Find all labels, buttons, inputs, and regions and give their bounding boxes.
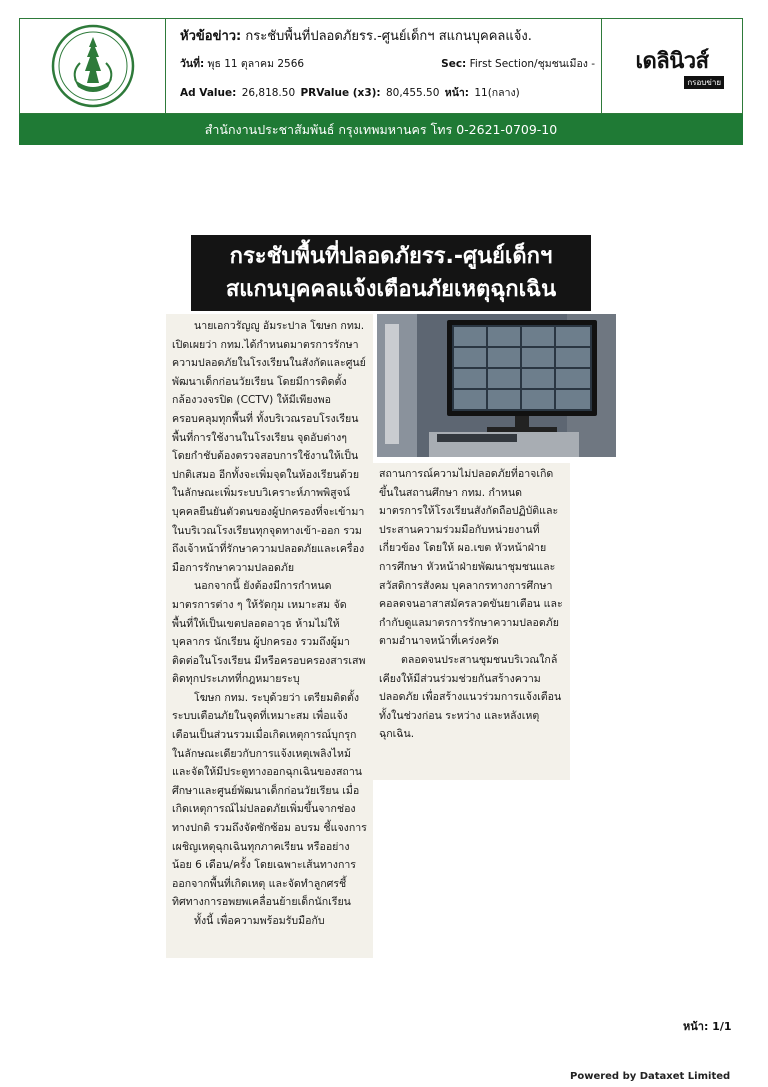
bangkok-seal-icon: [50, 23, 136, 109]
col2-paragraph-1: สถานการณ์ความไม่ปลอดภัยที่อาจเกิดขึ้นในสถานศึกษา กทม. กำหนดมาตรการให้โรงเรียนสังกัดถือปฏิบัติและประสานความร่วมมือกับหน่วยงานที่เกี่ยวข้อง โดยให้ ผอ.เขต หัวหน้าฝ่ายการศึกษา หัวหน้าฝ่ายพัฒนาชุมชนและสวัสดิการสังคม บุคลากรทางการศึกษา คอลดจนอาสาสมัครลวดขันยาเตือน และกำกับดูแลมาตรการรักษาความปลอดภัย ตามอำนาจหน้าที่เคร่งครัด: [379, 468, 563, 648]
clipping-header: [19, 18, 743, 114]
col2-paragraph-2: ตลอดจนประสานชุมชนบริเวณใกล้เคียงให้มีส่วนร่วมช่วยกันสร้างความปลอดภัย เพื่อสร้างแนวร่วมการแจ้งเตือนทั้งในช่วงก่อน ระหว่าง และหลังเหตุฉุกเฉิน.: [379, 653, 562, 741]
publication-cell: [602, 19, 742, 113]
publication-sub: กรอบข่าย: [684, 76, 724, 89]
article-title-line2: สแกนบุคคลแจ้งเตือนภัยเหตุฉุกเฉิน: [225, 277, 557, 302]
col1-paragraph-4: ทั้งนี้ เพื่อความพร้อมรับมือกับ: [194, 915, 325, 927]
section-value: First Section/ชุมชนเมือง -: [469, 58, 595, 70]
date-row: [180, 55, 601, 72]
article-column-1: [166, 314, 373, 958]
page-count: หน้า: 1/1: [683, 1020, 732, 1033]
headline-text: กระชับพื้นที่ปลอดภัยรร.-ศูนย์เด็กฯ สแกนบุคคลแจ้ง.: [245, 29, 532, 44]
publication-logo: เดลินิวส์: [635, 49, 709, 74]
headline-row: [180, 27, 601, 47]
col1-paragraph-3: โฆษก กทม. ระบุด้วยว่า เตรียมติดตั้งระบบเตือนภัยในจุดที่เหมาะสม เพื่อแจ้งเตือนเป็นส่วนรวมเมื่อเกิดเหตุการณ์บุกรุก ในลักษณะเดียวกับการแจ้งเหตุเพลิงไหม้ และจัดให้มีประตูทางออกฉุกเฉินของสถานศึกษาและศูนย์พัฒนาเด็กก่อนวัยเรียน เมื่อเกิดเหตุการณ์ไม่ปลอดภัยเพิ่มขึ้นจากช่องทางปกติ รวมถึงจัดซักซ้อม อบรม ชี้แจงการเผชิญเหตุฉุกเฉินทุกภาคเรียน หรืออย่างน้อย 6 เดือน/ครั้ง โดยเฉพาะเส้นทางการออกจากพื้นที่เกิดเหตุ และจัดทำลูกศรชี้ทิศทางการอพยพเคลื่อนย้ายเด็กนักเรียน: [172, 691, 367, 909]
value-row: [180, 84, 601, 101]
col1-paragraph-2: นอกจากนี้ ยังต้องมีการกำหนดมาตรการต่าง ๆ ให้รัดกุม เหมาะสม จัดพื้นที่ให้เป็นเขตปลอดอาวุธ ห้ามไม่ให้บุคลากร นักเรียน ผู้ปกครอง รวมถึงผู้มาติดต่อในโรงเรียน มีหรือครอบครองสารเสพติดทุกประเภทที่กฎหมายระบุ: [172, 580, 366, 686]
ad-value: 26,818.50: [241, 87, 296, 99]
article-column-2: [373, 463, 570, 780]
powered-by: Powered by Dataxet Limited: [570, 1071, 731, 1082]
page-value: 11(กลาง): [474, 87, 520, 99]
page-label: หน้า:: [444, 87, 469, 99]
info-cell: [166, 19, 602, 113]
col1-paragraph-1: นายเอกวรัญญู อัมระปาล โฆษก กทม. เปิดเผยว่า กทม.ได้กำหนดมาตรการรักษาความปลอดภัยในโรงเรียนในสังกัดและศูนย์พัฒนาเด็กก่อนวัยเรียน โดยมีการติดตั้งกล้องวงจรปิด (CCTV) ให้มีเพียงพอครอบคลุมทุกพื้นที่ ทั้งบริเวณรอบโรงเรียน พื้นที่การใช้งานในโรงเรียน จุดอับต่างๆ โดยกำชับต้องตรวจสอบการใช้งานให้เป็นปกติเสมอ อีกทั้งจะเพิ่มจุดในห้องเรียนด้วย ในลักษณะเพิ่มระบบวิเคราะห์ภาพพิสูจน์บุคคลยืนยันตัวตนของผู้ปกครองที่จะเข้ามาในบริเวณโรงเรียนทุกจุดทางเข้า-ออก รวมถึงเจ้าหน้าที่รักษาความปลอดภัยและเครื่องมือการรักษาความปลอดภัย: [172, 320, 366, 574]
article-title-line1: กระชับพื้นที่ปลอดภัยรร.-ศูนย์เด็กฯ: [229, 244, 553, 269]
date-value: พุธ 11 ตุลาคม 2566: [207, 58, 305, 70]
section-label: Sec:: [441, 58, 467, 70]
cctv-monitor-icon: [377, 314, 616, 457]
date-label: วันที่:: [180, 58, 205, 70]
logo-cell: [20, 19, 166, 113]
office-bar: สำนักงานประชาสัมพันธ์ กรุงเทพมหานคร โทร 0-2621-0709-10: [19, 114, 743, 145]
article-title: [191, 235, 591, 311]
cctv-monitor-photo: [377, 314, 616, 457]
prvalue-label: PRValue (x3):: [300, 87, 381, 99]
ad-value-label: Ad Value:: [180, 87, 237, 99]
prvalue: 80,455.50: [385, 87, 440, 99]
headline-label: หัวข้อข่าว:: [180, 29, 242, 44]
